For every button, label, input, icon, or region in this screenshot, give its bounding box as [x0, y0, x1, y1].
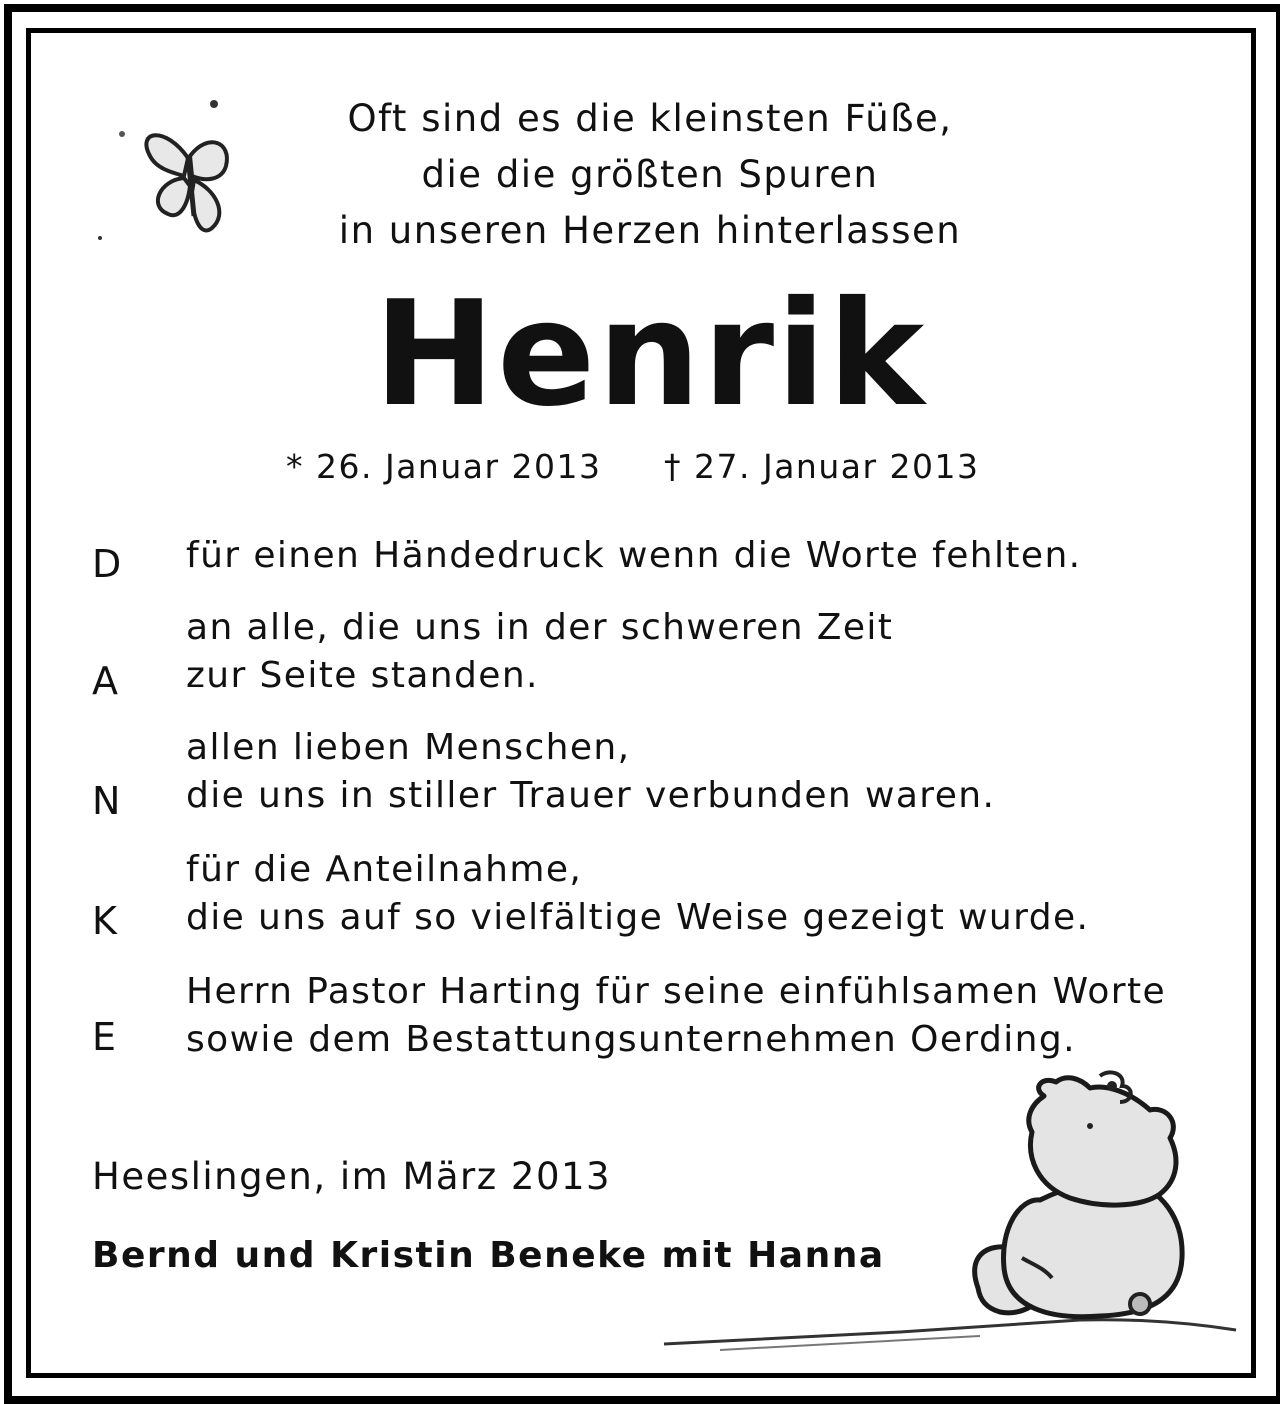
thanks-line: für einen Händedruck wenn die Worte fehlten. [186, 535, 1082, 576]
quote-line: Oft sind es die kleinsten Füße, [347, 97, 953, 140]
thanks-line: allen lieben Menschen, [186, 727, 631, 768]
death-date: † 27. Januar 2013 [664, 447, 980, 486]
thanks-line: sowie dem Bestattungsunternehmen Oerding. [186, 1019, 1076, 1060]
birth-date: * 26. Januar 2013 [286, 447, 602, 486]
acrostic-letter: K [92, 899, 117, 943]
thanks-line: die uns in stiller Trauer verbunden waren. [186, 775, 996, 816]
acrostic-letter: D [92, 542, 122, 586]
place-date: Heeslingen, im März 2013 [92, 1155, 612, 1198]
teddy-bear-icon [660, 1068, 1240, 1358]
thanks-line: an alle, die uns in der schweren Zeit [186, 607, 894, 648]
thanks-line: für die Anteilnahme, [186, 849, 583, 890]
signature: Bernd und Kristin Beneke mit Hanna [92, 1235, 885, 1276]
thanks-line: zur Seite standen. [186, 655, 539, 696]
thanks-line: die uns auf so vielfältige Weise gezeigt wurde. [186, 897, 1090, 938]
thanks-line: Herrn Pastor Harting für seine einfühlsamen Worte [186, 971, 1167, 1012]
acrostic-letter: E [92, 1015, 117, 1059]
quote-line: in unseren Herzen hinterlassen [338, 209, 962, 252]
acrostic-letter: N [92, 779, 121, 823]
deceased-name: Henrik [373, 270, 927, 439]
acrostic-letter: A [92, 659, 118, 703]
quote-line: die die größten Spuren [421, 153, 879, 196]
